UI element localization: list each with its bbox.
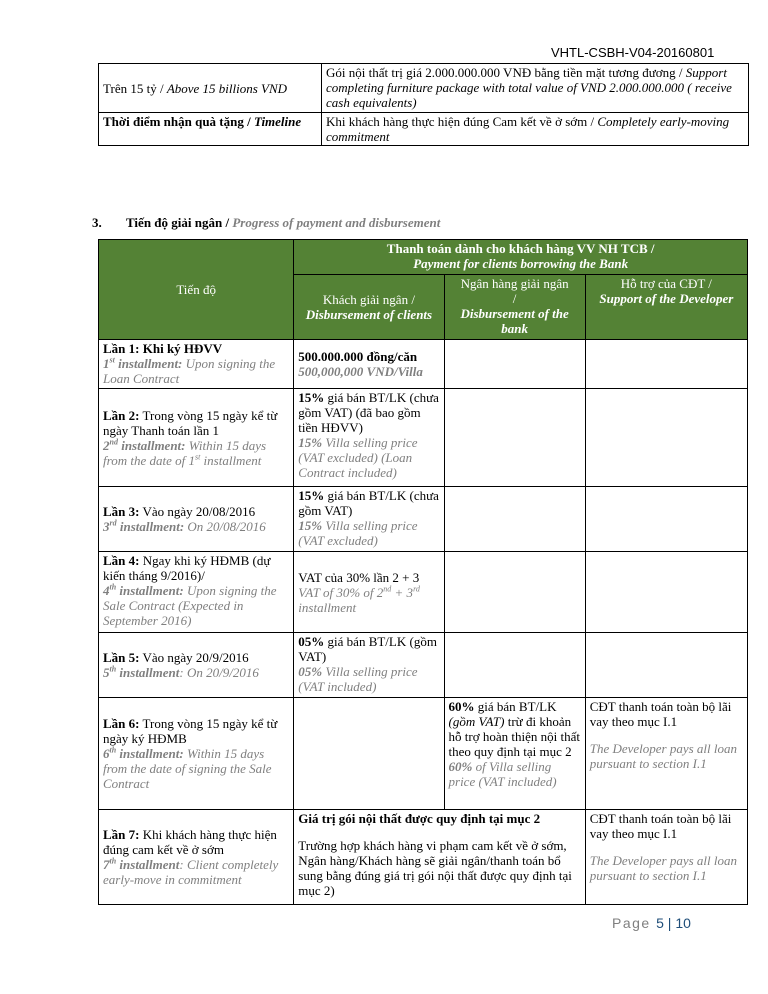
disbursement-table — [98, 239, 748, 905]
table-cell — [585, 389, 747, 487]
table-row — [99, 698, 748, 810]
header-row — [99, 240, 748, 275]
header-stage: Tiến độ — [99, 240, 294, 340]
table-cell: 500.000.000 đồng/căn 500,000,000 VND/Villa — [294, 340, 444, 389]
table-cell: 05% giá bán BT/LK (gồm VAT) 05% Villa selling price (VAT included) — [294, 633, 444, 698]
table-row — [99, 340, 748, 389]
header-col-developer: Hỗ trợ của CĐT / Support of the Developer — [585, 275, 747, 340]
table-cell — [585, 340, 747, 389]
table-cell — [444, 552, 585, 633]
document-id: VHTL-CSBH-V04-20160801 — [551, 45, 715, 60]
page-footer: Page 5 | 10 — [612, 915, 691, 931]
stage-cell: Lần 4: Ngay khi ký HĐMB (dự kiến tháng 9/2016)/ 4th installment: Upon signing the Sale Contract (Expected in September 2016) — [99, 552, 294, 633]
table-row — [99, 633, 748, 698]
header-group: Thanh toán dành cho khách hàng VV NH TCB / Payment for clients borrowing the Bank — [294, 240, 748, 275]
stage-cell: Lần 2: Trong vòng 15 ngày kể từ ngày Thanh toán lần 1 2nd installment: Within 15 days from the date of 1st installment — [99, 389, 294, 487]
table-row — [99, 552, 748, 633]
table-cell — [294, 698, 444, 810]
table-cell: Thời điểm nhận quà tặng / Timeline — [99, 113, 322, 146]
table-cell: CĐT thanh toán toàn bộ lãi vay theo mục I.1 The Developer pays all loan pursuant to section I.1 — [585, 698, 747, 810]
table-cell: VAT của 30% lần 2 + 3 VAT of 30% of 2nd + 3rd installment — [294, 552, 444, 633]
table-cell: Gói nội thất trị giá 2.000.000.000 VNĐ bằng tiền mặt tương đương / Support completing furniture package with total value of VND 2.000.000.000 ( receive cash equivalents) — [322, 64, 749, 113]
table-row — [99, 389, 748, 487]
table-row — [99, 113, 749, 146]
table-cell — [585, 552, 747, 633]
table-cell: Giá trị gói nội thất được quy định tại mục 2 Trường hợp khách hàng vi phạm cam kết về ở sớm, Ngân hàng/Khách hàng sẽ giải ngân/thanh toán bổ sung bằng đúng giá trị gói nội thất được quy định tại mục 2) — [294, 810, 585, 905]
stage-cell: Lần 7: Khi khách hàng thực hiện đúng cam kết về ở sớm 7th installment: Client completely early-move in commitment — [99, 810, 294, 905]
table-cell — [585, 633, 747, 698]
header-col-bank: Ngân hàng giải ngân / Disbursement of the bank — [444, 275, 585, 340]
table-row — [99, 64, 749, 113]
stage-cell: Lần 6: Trong vòng 15 ngày kể từ ngày ký HĐMB 6th installment: Within 15 days from the date of signing the Sale Contract — [99, 698, 294, 810]
table-cell: Khi khách hàng thực hiện đúng Cam kết về ở sớm / Completely early-moving commitment — [322, 113, 749, 146]
table-cell — [444, 633, 585, 698]
section-heading: 3. Tiến độ giải ngân / Progress of payment and disbursement — [92, 215, 441, 230]
table-cell: 15% giá bán BT/LK (chưa gồm VAT) 15% Villa selling price (VAT excluded) — [294, 487, 444, 552]
stage-cell: Lần 5: Vào ngày 20/9/2016 5th installment: On 20/9/2016 — [99, 633, 294, 698]
table-cell — [444, 340, 585, 389]
table-cell — [444, 487, 585, 552]
table-cell — [444, 389, 585, 487]
table-cell: 60% giá bán BT/LK (gồm VAT) trừ đi khoản hỗ trợ hoàn thiện nội thất theo quy định tại mục 2 60% of Villa selling price (VAT included) — [444, 698, 585, 810]
table-cell: CĐT thanh toán toàn bộ lãi vay theo mục I.1 The Developer pays all loan pursuant to section I.1 — [585, 810, 747, 905]
stage-cell: Lần 1: Khi ký HĐVV 1st installment: Upon signing the Loan Contract — [99, 340, 294, 389]
gift-table — [98, 63, 749, 146]
table-row — [99, 487, 748, 552]
stage-cell: Lần 3: Vào ngày 20/08/2016 3rd installment: On 20/08/2016 — [99, 487, 294, 552]
table-cell: Trên 15 tỷ / Above 15 billions VND — [99, 64, 322, 113]
table-row — [99, 810, 748, 905]
table-cell — [585, 487, 747, 552]
header-col-clients: Khách giải ngân / Disbursement of clients — [294, 275, 444, 340]
table-cell: 15% giá bán BT/LK (chưa gồm VAT) (đã bao gồm tiền HĐVV) 15% Villa selling price (VAT excluded) (Loan Contract included) — [294, 389, 444, 487]
